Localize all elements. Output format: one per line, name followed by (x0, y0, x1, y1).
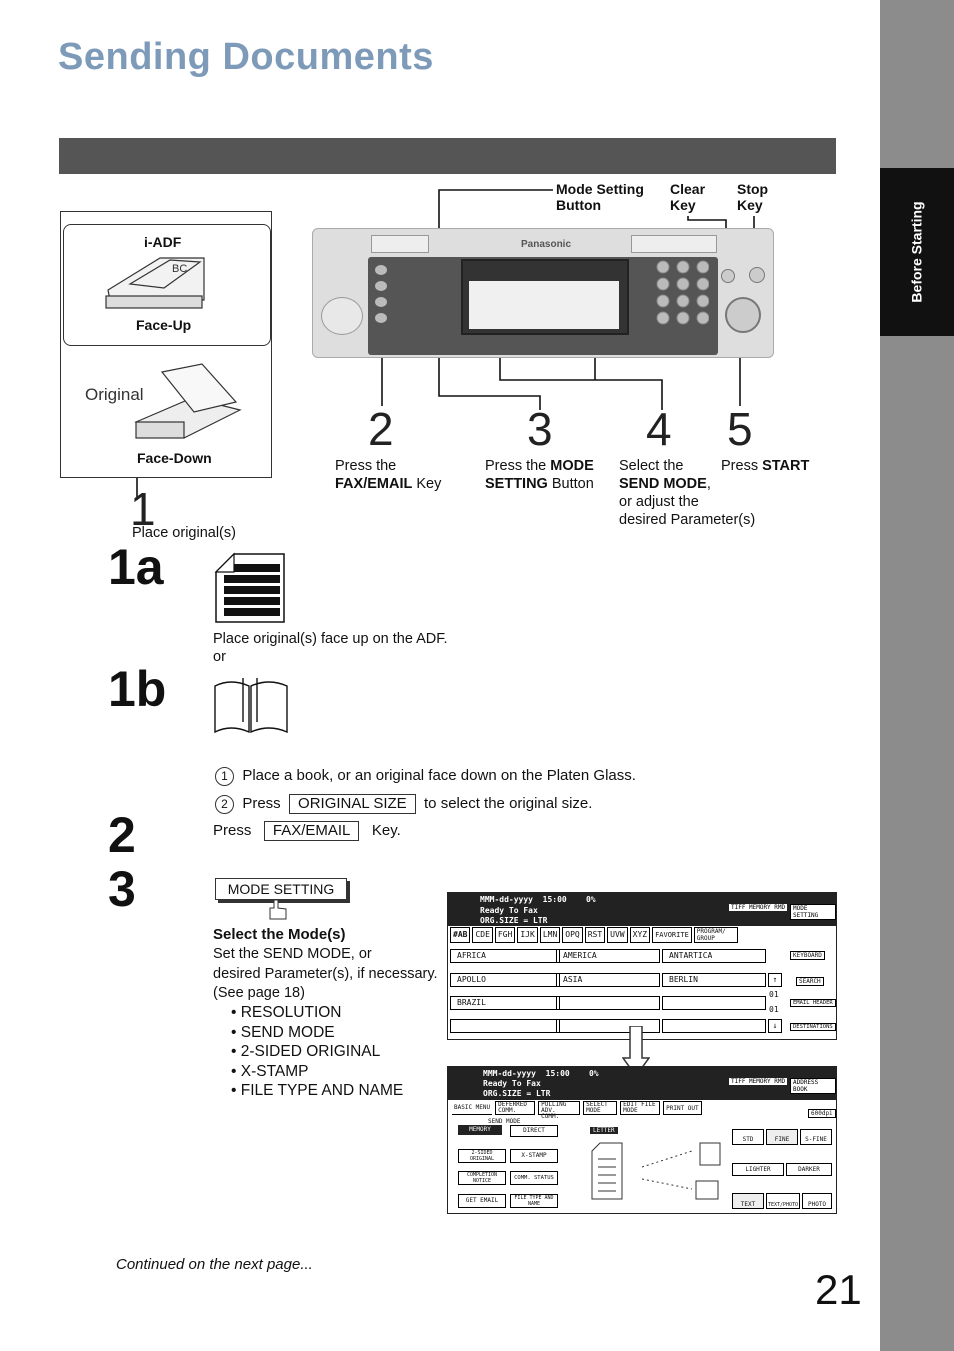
scroll-down-icon[interactable]: ↓ (768, 1019, 782, 1033)
tab-program-group[interactable]: PROGRAM/ GROUP (694, 927, 738, 943)
step-3-description: Set the SEND MODE, or desired Parameter(s), if necessary. (See page 18) (213, 946, 438, 1001)
tab-polling[interactable]: POLLING ADV. COMM. (538, 1101, 580, 1115)
completion-notice-button[interactable]: COMPLETION NOTICE (458, 1171, 506, 1185)
page-title: Sending Documents (58, 36, 434, 78)
copy-scan-keys (371, 235, 429, 253)
search-key[interactable]: SEARCH (796, 977, 824, 986)
step-2-label: 2 (108, 807, 136, 863)
tab-edit-file-mode[interactable]: EDIT FILE MODE (620, 1101, 660, 1115)
memory-rmd-indicator: MEMORY RMD (749, 1078, 786, 1085)
original-label: Original (85, 385, 144, 404)
stop-key[interactable] (749, 267, 765, 283)
continued-note: Continued on the next page... (116, 1256, 313, 1273)
address-entry[interactable]: APOLLO (450, 973, 560, 987)
address-entry[interactable]: BRAZIL (450, 996, 560, 1010)
fine-button[interactable]: FINE (766, 1129, 798, 1145)
address-entry-empty[interactable] (556, 996, 660, 1010)
text-photo-button[interactable]: TEXT/PHOTO (766, 1193, 800, 1209)
book-icon (213, 672, 289, 736)
tab-basic-menu[interactable]: BASIC MENU (452, 1101, 492, 1115)
step-2-number: 2 (368, 403, 394, 455)
send-mode-label: SEND MODE (488, 1118, 521, 1125)
send-illustration (588, 1139, 728, 1209)
iadf-label: i-ADF (144, 234, 182, 250)
panel-lcd (461, 259, 629, 335)
svg-text:BC: BC (172, 263, 188, 275)
comm-status-button[interactable]: COMM. STATUS (510, 1171, 558, 1185)
scroll-up-icon[interactable]: ↑ (768, 973, 782, 987)
screen-orgsize: ORG.SIZE = LTR (483, 1089, 551, 1098)
tab-cde[interactable]: CDE (472, 927, 492, 943)
step-1-number: 1 (130, 483, 156, 535)
two-sided-button[interactable]: 2-SIDED ORIGINAL (458, 1149, 506, 1163)
email-header-key[interactable]: EMAIL HEADER (790, 999, 836, 1007)
address-entry[interactable]: ASIA (556, 973, 660, 987)
adf-illustration (100, 250, 210, 318)
step-3-heading: Select the Mode(s) (213, 926, 346, 943)
step-3-text: Press the MODE SETTING Button (485, 458, 594, 492)
x-stamp-button[interactable]: X-STAMP (510, 1149, 558, 1163)
address-entry[interactable]: ANTARTICA (662, 949, 766, 963)
lighter-button[interactable]: LIGHTER (732, 1163, 784, 1176)
mode-item: • SEND MODE (231, 1023, 403, 1043)
mode-setting-key[interactable]: MODE SETTING (215, 878, 347, 900)
address-entry-empty[interactable] (662, 1019, 766, 1033)
tab-ab[interactable]: #AB (450, 927, 470, 943)
fax-email-key[interactable] (375, 265, 387, 275)
keyboard-key[interactable]: KEYBOARD (790, 951, 825, 960)
step-1b-item-1: 1 Place a book, or an original face down on the Platen Glass. (215, 767, 636, 786)
panel-key[interactable] (375, 297, 387, 307)
start-key[interactable] (725, 297, 761, 333)
destinations-key[interactable]: DESTINATIONS (790, 1023, 836, 1031)
finger-press-icon (264, 898, 290, 920)
step-1-text: Place original(s) (132, 525, 236, 541)
numeric-keypad[interactable] (635, 259, 709, 329)
step-1a-text: Place original(s) face up on the ADF. or (213, 631, 448, 665)
clear-key[interactable] (721, 269, 735, 283)
step-5-number: 5 (727, 403, 753, 455)
step-1b-label: 1b (108, 661, 167, 717)
mode-list (231, 1003, 403, 1101)
tab-opq[interactable]: OPQ (562, 927, 582, 943)
mode-item: • 2-SIDED ORIGINAL (231, 1042, 403, 1062)
address-entry-empty[interactable] (450, 1019, 560, 1033)
alpha-tabs (450, 927, 772, 943)
tab-uvw[interactable]: UVW (607, 927, 627, 943)
stop-key-callout: Stop Key (737, 181, 769, 213)
address-book-soft-key[interactable]: ADDRESS BOOK (790, 1078, 836, 1094)
address-entry-empty[interactable] (662, 996, 766, 1010)
memory-button[interactable]: MEMORY (458, 1125, 502, 1135)
face-up-label: Face-Up (136, 317, 192, 333)
control-panel (312, 228, 774, 358)
power-button[interactable] (321, 297, 363, 335)
section-tab-label: Before Starting (909, 201, 925, 303)
address-screen (447, 892, 837, 1040)
tab-select-mode[interactable]: SELECT MODE (583, 1101, 617, 1115)
tab-xyz[interactable]: XYZ (630, 927, 650, 943)
panel-key[interactable] (375, 281, 387, 291)
function-keys (631, 235, 717, 253)
mode-item: • RESOLUTION (231, 1003, 403, 1023)
get-email-button[interactable]: GET EMAIL (458, 1194, 506, 1208)
screen-date: MMM-dd-yyyy 15:00 0% (483, 1069, 599, 1078)
tab-lmn[interactable]: LMN (540, 927, 560, 943)
panel-key[interactable] (375, 313, 387, 323)
tiff-indicator: TIFF (731, 904, 746, 911)
step-4-number: 4 (646, 403, 672, 455)
address-entry[interactable]: AFRICA (450, 949, 560, 963)
fax-email-key-label[interactable]: FAX/EMAIL (264, 821, 360, 841)
text-button[interactable]: TEXT (732, 1193, 764, 1209)
std-button[interactable]: STD (732, 1129, 764, 1145)
mode-item: • FILE TYPE AND NAME (231, 1081, 403, 1101)
step-4-text: Select the SEND MODE, or adjust the desired Parameter(s) (619, 458, 756, 528)
page-indicator-bottom: 01 (769, 1005, 779, 1014)
screen-status: Ready To Fax (480, 906, 538, 915)
mode-setting-soft-key[interactable]: MODE SETTING (790, 904, 836, 920)
step-2-instruction: Press FAX/EMAIL Key. (213, 822, 401, 839)
tiff-indicator: TIFF (731, 1078, 746, 1085)
step-2-text: Press the FAX/EMAIL Key (335, 458, 442, 492)
page-number: 21 (815, 1266, 862, 1313)
brand-logo: Panasonic (521, 239, 572, 250)
tab-rst[interactable]: RST (585, 927, 605, 943)
tab-fgh[interactable]: FGH (495, 927, 515, 943)
step-3-label: 3 (108, 861, 136, 917)
address-entry[interactable]: BERLIN (662, 973, 766, 987)
memory-rmd-indicator: MEMORY RMD (749, 904, 786, 911)
platen-illustration (132, 362, 244, 444)
letter-indicator: LETTER (590, 1127, 618, 1134)
tab-deferred-comm[interactable]: DEFERRED COMM. (495, 1101, 535, 1115)
mode-tabs (452, 1101, 702, 1120)
screen-date: MMM-dd-yyyy 15:00 0% (480, 895, 596, 904)
page-indicator-top: 01 (769, 990, 779, 999)
dpi-indicator: 600dpi (808, 1109, 836, 1118)
original-size-key[interactable]: ORIGINAL SIZE (289, 794, 416, 814)
step-1b-item-2: 2 Press ORIGINAL SIZE to select the original size. (215, 794, 592, 814)
tab-print-out[interactable]: PRINT OUT (663, 1101, 702, 1115)
clear-key-callout: Clear Key (670, 181, 706, 213)
tab-favorite[interactable]: FAVORITE (652, 927, 692, 943)
step-3-number: 3 (527, 403, 553, 455)
address-entry[interactable]: AMERICA (556, 949, 660, 963)
step-1a-label: 1a (108, 539, 164, 595)
mode-setting-screen (447, 1066, 837, 1214)
s-fine-button[interactable]: S-FINE (800, 1129, 832, 1145)
screen-orgsize: ORG.SIZE = LTR (480, 916, 548, 925)
mode-setting-callout: Mode Setting Button (556, 181, 644, 213)
mode-item: • X-STAMP (231, 1062, 403, 1082)
face-down-label: Face-Down (137, 450, 212, 466)
step-5-text: Press START (721, 458, 810, 474)
darker-button[interactable]: DARKER (786, 1163, 832, 1176)
direct-button[interactable]: DIRECT (510, 1125, 558, 1137)
face-up-document-icon (214, 552, 286, 624)
screen-status: Ready To Fax (483, 1079, 541, 1088)
file-type-name-button[interactable]: FILE TYPE AND NAME (510, 1194, 558, 1208)
tab-ijk[interactable]: IJK (517, 927, 537, 943)
photo-button[interactable]: PHOTO (802, 1193, 832, 1209)
